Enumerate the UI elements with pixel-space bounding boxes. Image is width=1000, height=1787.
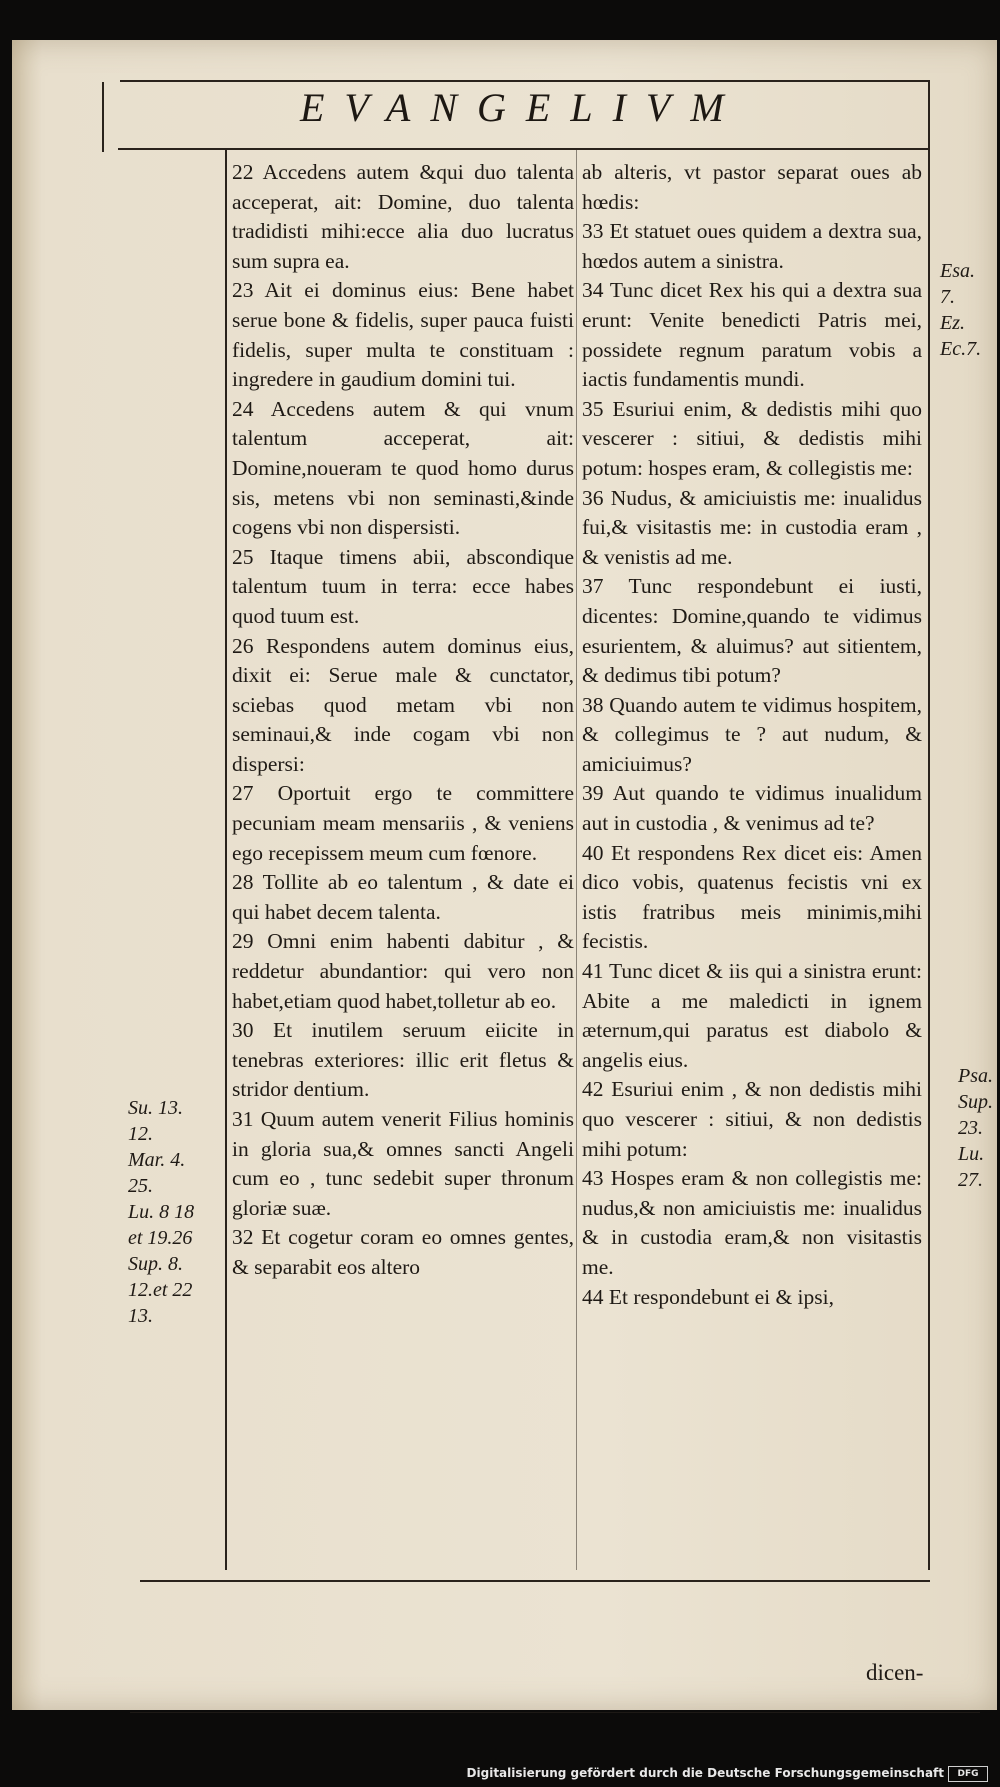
verse: 32 Et cogetur coram eo omnes gentes, & separabit eos altero (232, 1225, 574, 1279)
verse: 28 Tollite ab eo talentum , & date ei qui habet decem talenta. (232, 870, 574, 924)
verse: 42 Esuriui enim , & non dedistis mihi quo vescerer : sitiui, & non dedistis mihi potum: (582, 1077, 922, 1161)
verse: 23 Ait ei dominus eius: Bene habet serue bone & fidelis, super pauca fuisti fidelis, super multa te constituam : ingredere in gaudium domini tui. (232, 278, 574, 392)
margin-note: 12.et 22 (128, 1279, 193, 1301)
verse: 44 Et respondebunt ei & ipsi, (582, 1284, 834, 1309)
page-title: EVANGELIVM (300, 85, 744, 130)
margin-notes-right-bottom (958, 1063, 1000, 1193)
verse: 22 Accedens autem &qui duo talenta acceperat, ait: Domine, duo talenta tradidisti mihi:ecce alia duo lucratus sum supra ea. (232, 160, 574, 273)
verse: 24 Accedens autem & qui vnum talentum acceperat, ait: Domine,noueram te quod homo durus sis, metens vbi non seminasti,&inde cogens vbi non dispersisti. (232, 396, 574, 540)
verse: 26 Respondens autem dominus eius, dixit ei: Serue male & cunctator, sciebas quod metam vbi non seminaui,& inde cogam vbi non dispersi: (232, 633, 574, 776)
margin-note: 27. (958, 1169, 983, 1191)
top-rule (120, 80, 928, 82)
verse: ab alteris, vt pastor separat oues ab hœdis: (582, 160, 922, 214)
margin-note: Sup. 8. (128, 1253, 183, 1275)
right-border-rule (928, 80, 930, 1570)
margin-note: et 19.26 (128, 1227, 193, 1249)
verse: 27 Oportuit ergo te committere pecuniam meam mensariis , & veniens ego recepissem meum cum fœnore. (232, 781, 574, 865)
verse: 29 Omni enim habenti dabitur , & reddetur abundantior: qui vero non habet,etiam quod habet,tolletur ab eo. (232, 929, 574, 1013)
verse: 39 Aut quando te vidimus inualidum aut in custodia , & venimus ad te? (582, 781, 922, 836)
text-column-left (232, 158, 574, 1283)
margin-notes-left (128, 1095, 220, 1329)
bottom-rule (140, 1580, 930, 1582)
header-underline (118, 148, 928, 150)
catchword: dicen- (866, 1660, 924, 1685)
margin-note: Ez. (940, 312, 965, 334)
text-column-right (582, 158, 922, 1312)
margin-note: Psa. (958, 1065, 993, 1087)
left-column-rule (225, 150, 227, 1570)
margin-note: 23. (958, 1117, 983, 1139)
margin-note: Lu. 8 18 (128, 1201, 195, 1223)
dfg-logo-icon: DFG (948, 1766, 988, 1782)
middle-column-rule (576, 150, 577, 1570)
verse: 41 Tunc dicet & iis qui a sinistra erunt: Abite a me maledicti in ignem æternum,qui paratus est diabolo & angelis eius. (582, 959, 922, 1072)
verse: 33 Et statuet oues quidem a dextra sua, hœdos autem a sinistra. (582, 219, 922, 273)
margin-note: Mar. 4. (128, 1149, 186, 1171)
margin-note: Sup. (958, 1091, 993, 1113)
verse: 38 Quando autem te vidimus hospitem, & collegimus te ? aut nudum, & amiciuimus? (582, 692, 922, 776)
margin-note: Lu. (958, 1143, 985, 1165)
verse: 43 Hospes eram & non collegistis me: nudus,& non amiciuistis me: inualidus & in custodia eram,& non visitastis me. (582, 1166, 922, 1279)
verse: 35 Esuriui enim, & dedistis mihi quo vescerer : sitiui, & dedistis mihi potum: hospes eram, & collegistis me: (582, 396, 922, 480)
margin-note: Ec.7. (940, 338, 982, 360)
margin-note: 25. (128, 1175, 153, 1197)
margin-note: Esa. (940, 260, 975, 282)
funding-notice: Digitalisierung gefördert durch die Deutsche Forschungsgemeinschaft (466, 1766, 944, 1780)
margin-note: Su. 13. (128, 1097, 183, 1119)
verse: 34 Tunc dicet Rex his qui a dextra sua erunt: Venite benedicti Patris mei, possidete regnum paratum vobis a iactis fundamentis mundi. (582, 278, 922, 392)
verse: 25 Itaque timens abii, abscondique talentum tuum in terra: ecce habes quod tuum est. (232, 544, 574, 628)
verse: 36 Nudus, & amiciuistis me: inualidus fui,& visitastis me: in custodia eram , & venistis ad me. (582, 485, 922, 569)
verse: 40 Et respondens Rex dicet eis: Amen dico vobis, quatenus fecistis vni ex istis fratribus meis minimis,mihi fecistis. (582, 840, 922, 954)
margin-note: 7. (940, 286, 955, 308)
margin-note: 12. (128, 1123, 153, 1145)
footer-rule (130, 1712, 980, 1713)
verse: 31 Quum autem venerit Filius hominis in gloria sua,& omnes sancti Angeli cum eo , tunc sedebit super thronum gloriæ suæ. (232, 1107, 574, 1220)
verse: 37 Tunc respondebunt ei iusti, dicentes: Domine,quando te vidimus esurientem, & aluimus? aut sitientem, & dedimus tibi potum? (582, 574, 922, 688)
left-border-rule (102, 82, 104, 152)
verse: 30 Et inutilem seruum eiicite in tenebras exteriores: illic erit fletus & stridor dentium. (232, 1018, 574, 1102)
margin-note: 13. (128, 1305, 153, 1327)
margin-notes-right-top (940, 258, 996, 362)
